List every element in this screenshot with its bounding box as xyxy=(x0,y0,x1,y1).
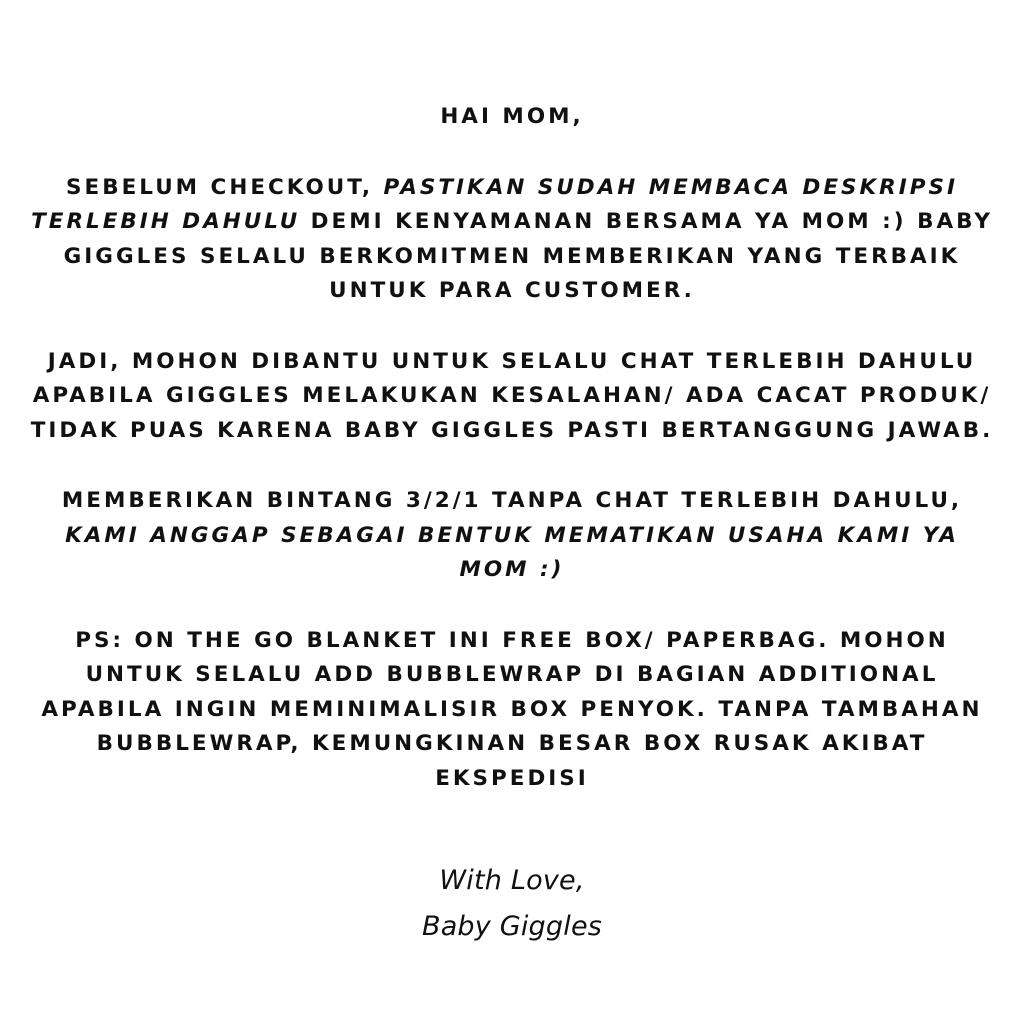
paragraph-read-description-after: DEMI KENYAMANAN BERSAMA YA MOM :) BABY GIGGLES SELALU BERKOMITMEN MEMBERIKAN YANG TERBAIK UNTUK PARA CUSTOMER. xyxy=(63,209,993,303)
signoff xyxy=(0,858,1024,950)
signoff-line-1: With Love, xyxy=(439,865,585,896)
paragraph-chat-first: JADI, MOHON DIBANTU UNTUK SELALU CHAT TERLEBIH DAHULU APABILA GIGGLES MELAKUKAN KESALAHAN/ ADA CACAT PRODUK/ TIDAK PUAS KARENA BABY GIGGLES PASTI BERTANGGUNG JAWAB. xyxy=(30,348,994,443)
ps-note: PS: ON THE GO BLANKET INI FREE BOX/ PAPERBAG. MOHON UNTUK SELALU ADD BUBBLEWRAP DI BAGIAN ADDITIONAL APABILA INGIN MEMINIMALISIR BOX PENYOK. TANPA TAMBAHAN BUBBLEWRAP, KEMUNGKINAN BESAR BOX RUSAK AKIBAT EKSPEDISI xyxy=(41,627,983,791)
paragraph-rating-warning xyxy=(30,484,994,588)
paragraph-read-description xyxy=(30,171,994,309)
paragraph-rating-warning-emphasis: KAMI ANGGAP SEBAGAI BENTUK MEMATIKAN USAHA KAMI YA MOM :) xyxy=(65,522,959,582)
paragraph-rating-warning-before: MEMBERIKAN BINTANG 3/2/1 TANPA CHAT TERLEBIH DAHULU, xyxy=(61,488,963,513)
paragraph-read-description-emphasis: PASTIKAN SUDAH MEMBACA DESKRIPSI TERLEBIH DAHULU xyxy=(31,174,958,234)
notice-body xyxy=(30,100,994,796)
signoff-line-2: Baby Giggles xyxy=(421,911,603,942)
paragraph-read-description-before: SEBELUM CHECKOUT, xyxy=(66,174,384,200)
greeting: HAI MOM, xyxy=(440,104,584,129)
